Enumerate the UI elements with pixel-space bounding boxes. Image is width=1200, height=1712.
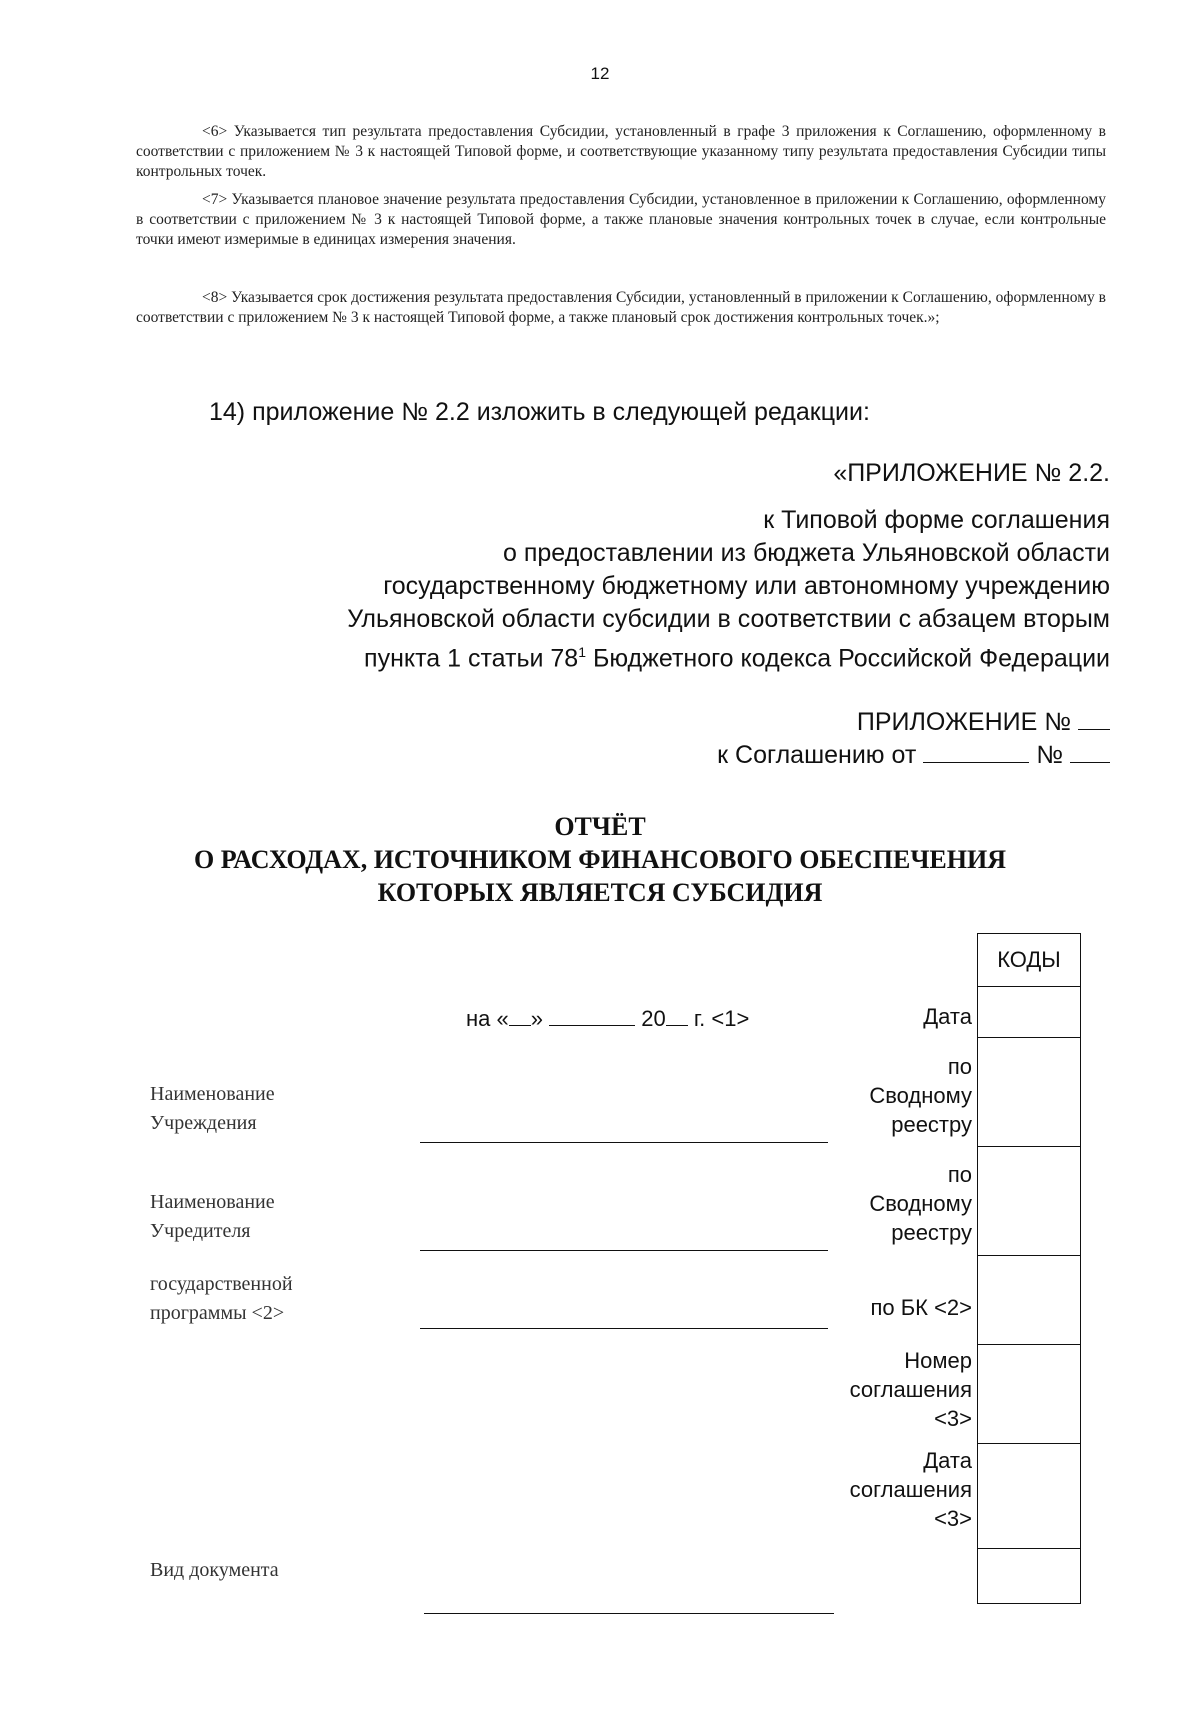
footnote-7: <7> Указывается плановое значение результата предоставления Субсидии, установленное в приложении к Соглашению, оформленному в соответствии с приложением № 3 к настоящей Типовой форме, а также плановые значения контрольных точек в случае, если контрольные точки имеют измеримые в единицах измерения значения.	[136, 191, 1106, 248]
appendix-title: «ПРИЛОЖЕНИЕ № 2.2.	[833, 459, 1110, 487]
appendix-line-3: государственному бюджетному или автономному учреждению	[383, 572, 1110, 600]
institution-name-line[interactable]	[420, 1142, 828, 1143]
code-cell-agreement-date[interactable]	[978, 1444, 1081, 1549]
code-cell-registry-2[interactable]	[978, 1147, 1081, 1256]
report-title-block	[0, 810, 1200, 909]
label-registry-1: по Сводному реестру	[869, 1054, 972, 1137]
code-cell-registry-1[interactable]	[978, 1038, 1081, 1147]
label-bk: по БК <2>	[870, 1295, 972, 1320]
annex-block	[717, 706, 1110, 772]
code-cell-agreement-no[interactable]	[978, 1345, 1081, 1444]
document-type-line[interactable]	[424, 1613, 834, 1614]
label-agreement-date: Дата соглашения <3>	[849, 1448, 972, 1531]
appendix-line-5: пункта 1 статьи $78^1$ Бюджетного кодекса Российской Федерации	[364, 644, 1110, 673]
appendix-description	[347, 504, 1110, 675]
label-document-type: Вид документа	[150, 1559, 279, 1581]
label-date: Дата	[923, 1004, 972, 1029]
footnote-6: <6> Указывается тип результата предоставления Субсидии, установленный в графе 3 приложения к Соглашению, оформленному в соответствии с приложением № 3 к настоящей Типовой форме, и соответствующие указанному типу результата предоставления Субсидии типы контрольных точек.	[136, 123, 1106, 180]
report-title: ОТЧЁТ	[554, 812, 646, 841]
page-number: 12	[590, 64, 610, 83]
codes-table	[977, 933, 1081, 1604]
founder-name-line[interactable]	[420, 1250, 828, 1251]
appendix-line-4: Ульяновской области субсидии в соответствии с абзацем вторым	[347, 605, 1110, 633]
code-cell-doc-type[interactable]	[978, 1549, 1081, 1604]
label-registry-2: по Сводному реестру	[869, 1162, 972, 1245]
label-agreement-number: Номер соглашения <3>	[849, 1348, 972, 1431]
footnote-8: <8> Указывается срок достижения результата предоставления Субсидии, установленный в приложении к Соглашению, оформленному в соответствии с приложением № 3 к настоящей Типовой форме, а также плановый срок достижения контрольных точек.»;	[136, 289, 1106, 326]
annex-number-line: ПРИЛОЖЕНИЕ №	[717, 706, 1110, 739]
label-founder-name: Наименование Учредителя	[150, 1191, 275, 1242]
annex-agreement-line: к Соглашению от №	[717, 739, 1110, 772]
appendix-line-2: о предоставлении из бюджета Ульяновской области	[503, 539, 1110, 567]
state-program-line[interactable]	[420, 1328, 828, 1329]
code-cell-bk[interactable]	[978, 1256, 1081, 1345]
item-14-text: 14) приложение № 2.2 изложить в следующей редакции:	[209, 398, 870, 426]
appendix-line-1: к Типовой форме соглашения	[763, 506, 1110, 534]
label-institution-name: Наименование Учреждения	[150, 1083, 275, 1134]
label-state-program: государственной программы <2>	[150, 1273, 293, 1324]
code-cell-date[interactable]	[978, 987, 1081, 1038]
report-subtitle-1: О РАСХОДАХ, ИСТОЧНИКОМ ФИНАНСОВОГО ОБЕСПЕЧЕНИЯ	[194, 845, 1006, 874]
report-subtitle-2: КОТОРЫХ ЯВЛЯЕТСЯ СУБСИДИЯ	[377, 878, 823, 907]
report-date-line: на « » 20 г. <1>	[466, 1003, 749, 1032]
codes-header: КОДЫ	[978, 934, 1081, 987]
